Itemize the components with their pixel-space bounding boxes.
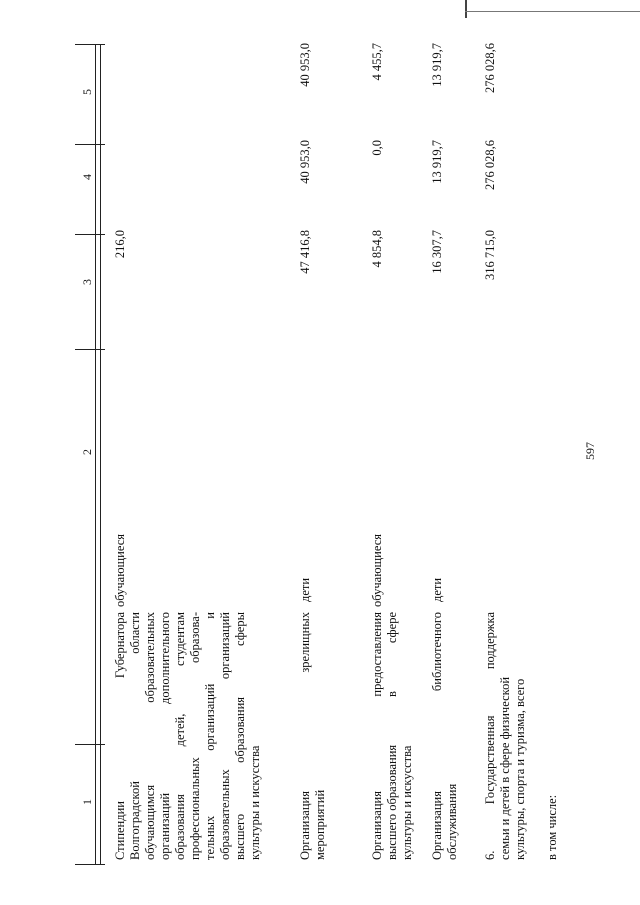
page-number: 597: [583, 442, 597, 460]
column-header-4: 4: [80, 174, 94, 180]
row-label-5: [483, 612, 528, 860]
header-col-boundary-2: [75, 349, 105, 350]
row-label-word: Организация: [430, 791, 444, 860]
footer-note: в том числе:: [545, 794, 559, 860]
row-label-word: студентам: [173, 612, 187, 666]
row-label-line: [248, 612, 263, 860]
row-4-col3: 16 307,7: [430, 230, 444, 274]
header-col-boundary-3: [75, 234, 105, 235]
row-label-word: детей,: [173, 713, 187, 747]
row-5-col3: 316 715,0: [483, 230, 497, 280]
row-label-word: мероприятий: [313, 789, 327, 860]
row-label-1: [113, 612, 263, 860]
row-2-col5: 40 953,0: [298, 43, 312, 87]
row-label-3: [370, 612, 415, 860]
row-label-word: поддержка: [483, 612, 497, 670]
header-col-boundary-0: [75, 864, 105, 865]
row-label-word: сферы: [233, 612, 247, 646]
row-label-line: [513, 612, 528, 860]
row-category-2: дети: [298, 577, 312, 602]
row-label-word: Организация: [298, 791, 312, 860]
row-label-word: зрелищных: [298, 612, 312, 673]
row-label-word: образовательных: [143, 612, 157, 703]
row-5-col5: 276 028,6: [483, 43, 497, 93]
row-label-word: организаций: [203, 683, 217, 751]
row-label-4: [430, 612, 460, 860]
row-label-line: [313, 612, 328, 860]
row-1-col3: 216,0: [113, 230, 127, 259]
scan-edge-rule: [465, 11, 640, 12]
row-label-word: Волгоградской: [128, 781, 142, 860]
row-label-word: и: [203, 612, 217, 619]
row-label-line: [233, 612, 248, 860]
row-3-col4: 0,0: [370, 140, 384, 156]
row-label-line: [385, 612, 400, 860]
row-label-word: Губернатора: [113, 612, 127, 679]
column-header-2: 2: [80, 449, 94, 455]
row-4-col5: 13 919,7: [430, 43, 444, 87]
row-label-word: 6.: [483, 850, 497, 860]
row-label-word: обслуживания: [445, 783, 459, 860]
row-label-word: культуры, спорта и туризма, всего: [513, 678, 527, 860]
header-col-boundary-4: [75, 144, 105, 145]
row-label-line: [158, 612, 173, 860]
row-label-word: области: [128, 612, 142, 654]
row-label-line: [445, 612, 460, 860]
row-label-word: Стипендии: [113, 801, 127, 860]
header-col-boundary-1: [75, 744, 105, 745]
row-label-word: культуры и искусства: [400, 745, 414, 860]
row-label-word: обучающимся: [143, 784, 157, 860]
row-label-line: [298, 612, 313, 860]
row-label-word: высшего образования: [385, 744, 399, 860]
column-header-3: 3: [80, 279, 94, 285]
row-label-line: [400, 612, 415, 860]
row-2-col4: 40 953,0: [298, 140, 312, 184]
row-label-word: библиотечного: [430, 612, 444, 692]
column-header-1: 1: [80, 799, 94, 805]
row-label-word: образования: [173, 794, 187, 860]
row-label-line: [128, 612, 143, 860]
row-category-3: обучающиеся: [370, 533, 384, 607]
row-label-word: культуры и искусства: [248, 745, 262, 860]
row-label-word: в: [385, 691, 399, 697]
row-label-line: [370, 612, 385, 860]
row-label-word: дополнительного: [158, 612, 172, 704]
row-label-line: [483, 612, 498, 860]
row-label-2: [298, 612, 328, 860]
row-label-word: организаций: [158, 792, 172, 860]
row-5-col4: 276 028,6: [483, 140, 497, 190]
row-label-word: Организация: [370, 791, 384, 860]
row-label-word: образования: [233, 696, 247, 763]
row-category-4: дети: [430, 577, 444, 602]
row-label-line: [498, 612, 513, 860]
row-label-word: тельных: [203, 815, 217, 860]
row-category-1: обучающиеся: [113, 533, 127, 607]
header-rule-bottom: [100, 45, 101, 865]
row-label-line: [188, 612, 203, 860]
row-label-line: [430, 612, 445, 860]
row-label-line: [143, 612, 158, 860]
row-label-word: семьи и детей в сфере физической: [498, 676, 512, 860]
row-label-line: [203, 612, 218, 860]
row-label-line: [113, 612, 128, 860]
row-3-col5: 4 455,7: [370, 43, 384, 81]
row-label-word: предоставления: [370, 612, 384, 697]
row-label-word: Государственная: [483, 715, 497, 805]
column-header-5: 5: [80, 89, 94, 95]
row-label-word: образова-: [188, 612, 202, 663]
row-label-word: профессиональных: [188, 757, 202, 860]
row-3-col3: 4 854,8: [370, 230, 384, 268]
row-label-line: [218, 612, 233, 860]
row-label-line: [173, 612, 188, 860]
row-label-word: сфере: [385, 612, 399, 644]
row-4-col4: 13 919,7: [430, 140, 444, 184]
header-col-boundary-5: [75, 44, 105, 45]
row-label-word: организаций: [218, 612, 232, 680]
scan-edge-mark: [465, 0, 467, 18]
header-rule-top: [95, 45, 96, 865]
row-2-col3: 47 416,8: [298, 230, 312, 274]
row-label-word: образовательных: [218, 769, 232, 860]
row-label-word: высшего: [233, 813, 247, 860]
